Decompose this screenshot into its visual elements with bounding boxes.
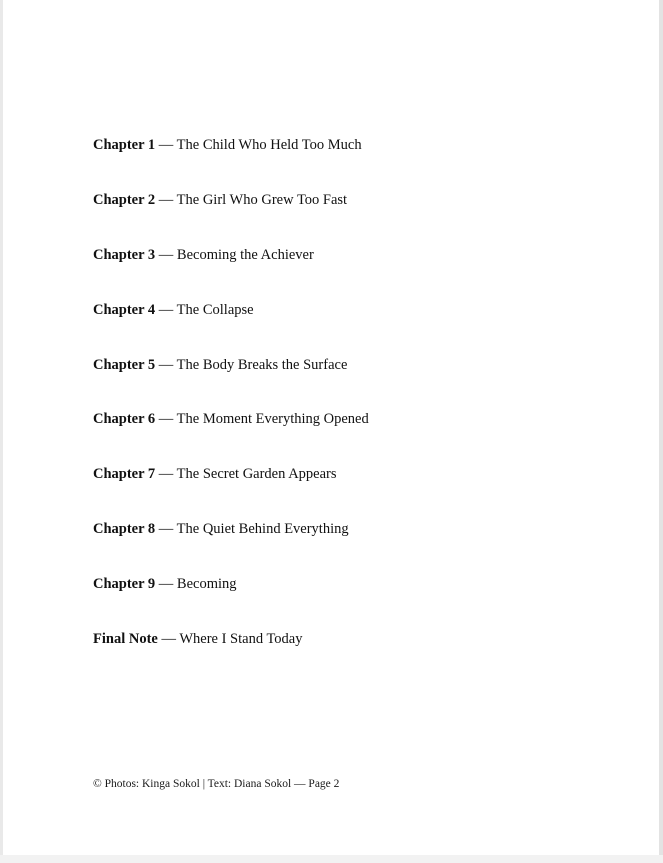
list-item: [93, 631, 573, 648]
chapter-title: The Collapse: [176, 301, 254, 318]
chapter-title: The Secret Garden Appears: [176, 466, 337, 483]
page-bottom-gap: [0, 855, 663, 863]
chapter-title: Where I Stand Today: [179, 631, 303, 648]
chapter-title: The Girl Who Grew Too Fast: [176, 191, 348, 208]
chapter-label: Final Note: [93, 631, 158, 648]
chapter-label: Chapter 5: [93, 356, 156, 373]
chapter-title: Becoming: [176, 576, 237, 593]
chapter-label: Chapter 6: [93, 411, 156, 428]
list-item: [93, 302, 573, 319]
page-footer: © Photos: Kinga Sokol | Text: Diana Sokol — Page 2: [93, 778, 340, 790]
list-item: [93, 192, 573, 209]
page-left-edge: [0, 0, 3, 855]
page-right-edge: [659, 0, 663, 855]
chapter-title: The Child Who Held Too Much: [176, 137, 362, 153]
chapter-label: Chapter 1: [93, 137, 156, 153]
chapter-title: The Moment Everything Opened: [176, 411, 369, 428]
chapter-label: Chapter 4: [93, 301, 156, 318]
list-item: [93, 357, 573, 374]
list-item: [93, 137, 573, 154]
chapter-dash: —: [161, 631, 176, 648]
chapter-label: Chapter 8: [93, 521, 156, 538]
list-item: [93, 466, 573, 483]
table-of-contents: [93, 137, 573, 648]
chapter-label: Chapter 3: [93, 246, 156, 263]
chapter-dash: —: [158, 137, 174, 153]
chapter-dash: —: [158, 411, 174, 428]
chapter-dash: —: [158, 576, 174, 593]
chapter-title: The Quiet Behind Everything: [176, 521, 349, 538]
list-item: [93, 411, 573, 428]
chapter-dash: —: [158, 301, 174, 318]
chapter-dash: —: [158, 191, 174, 208]
chapter-label: Chapter 7: [93, 466, 156, 483]
chapter-dash: —: [158, 356, 174, 373]
list-item: [93, 247, 573, 264]
list-item: [93, 521, 573, 538]
chapter-dash: —: [158, 246, 174, 263]
chapter-label: Chapter 2: [93, 191, 156, 208]
chapter-title: The Body Breaks the Surface: [176, 356, 348, 373]
chapter-label: Chapter 9: [93, 576, 156, 593]
chapter-dash: —: [158, 521, 174, 538]
chapter-dash: —: [158, 466, 174, 483]
list-item: [93, 576, 573, 593]
chapter-title: Becoming the Achiever: [176, 246, 314, 263]
